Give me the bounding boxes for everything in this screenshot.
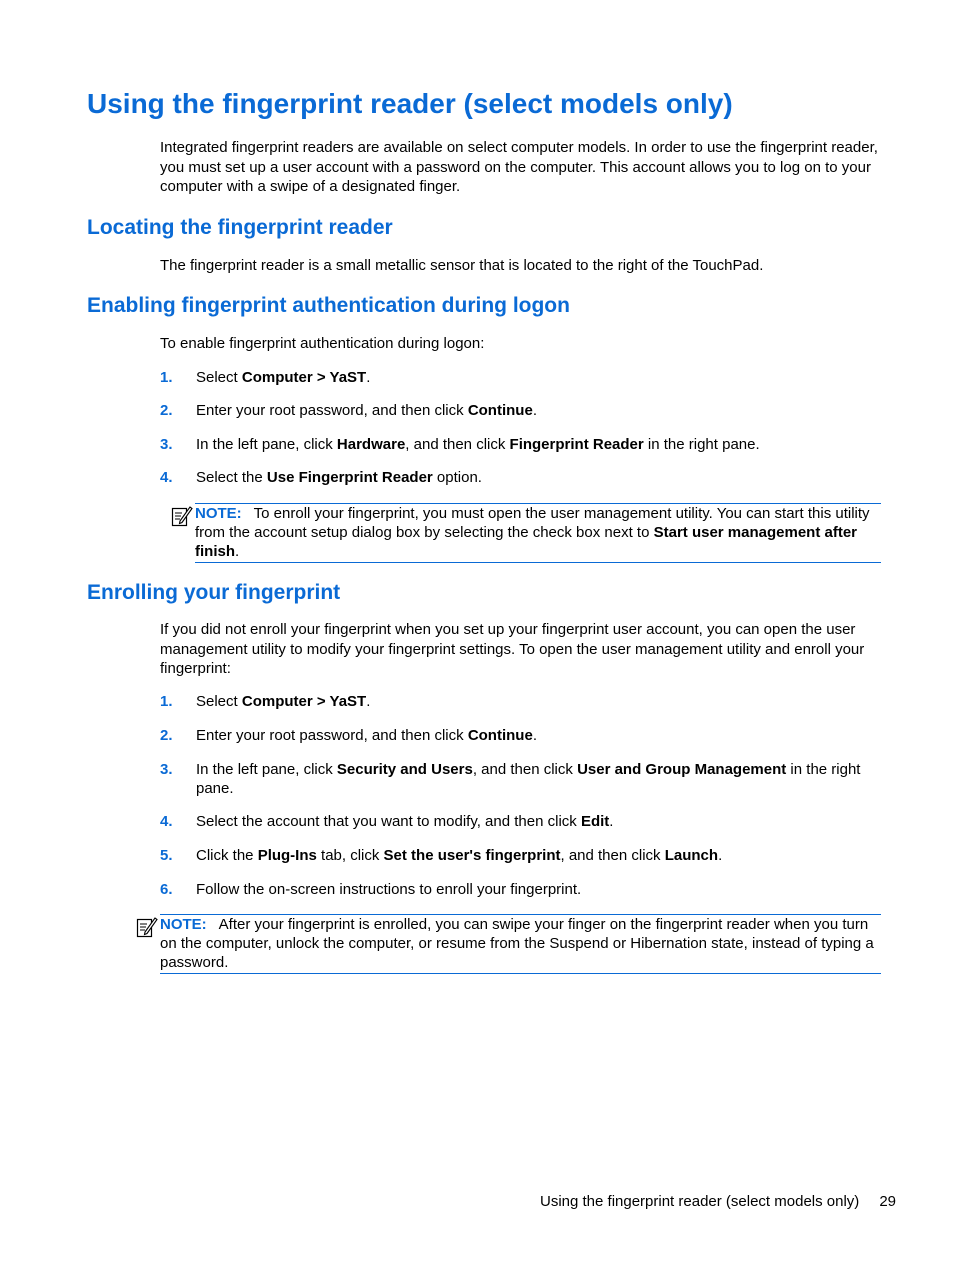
page-title: Using the fingerprint reader (select models only) bbox=[87, 88, 733, 119]
text-run: , and then click bbox=[472, 761, 578, 778]
text-run: . bbox=[532, 727, 537, 744]
note-icon bbox=[136, 916, 158, 938]
step-text bbox=[196, 760, 880, 798]
text-run: To enroll your fingerprint, you must open the user management utility. You can start this utility from the account setup dialog box by selecting the check box next to bbox=[195, 505, 870, 541]
step-number: 4. bbox=[160, 813, 173, 830]
text-run: Select bbox=[196, 369, 242, 386]
step-number: 2. bbox=[160, 727, 173, 744]
enrolling-lead: If you did not enroll your fingerprint when you set up your fingerprint user account, you can open the user management utility to modify your fingerprint settings. To open the user management utility and enroll your fingerprint: bbox=[160, 621, 865, 677]
ui-term: Continue bbox=[467, 402, 533, 419]
text-run: , and then click bbox=[405, 436, 510, 453]
step-text bbox=[196, 880, 880, 899]
step-number: 1. bbox=[160, 369, 173, 386]
ui-term: Use Fingerprint Reader bbox=[266, 469, 433, 486]
step-number: 4. bbox=[160, 469, 173, 486]
enabling-lead: To enable fingerprint authentication during logon: bbox=[160, 335, 485, 352]
ui-term: Continue bbox=[467, 727, 533, 744]
ui-term: Launch bbox=[664, 847, 719, 864]
step-number: 2. bbox=[160, 402, 173, 419]
text-run: . bbox=[609, 813, 614, 830]
step-text bbox=[196, 368, 880, 387]
page-number: 29 bbox=[879, 1193, 896, 1210]
text-run: option. bbox=[432, 469, 482, 486]
text-run: . bbox=[366, 693, 371, 710]
step-text bbox=[196, 468, 880, 487]
text-run: in the right pane. bbox=[196, 761, 861, 797]
intro-paragraph: Integrated fingerprint readers are available on select computer models. In order to use the fingerprint reader, you must set up a user account with a password on the computer. This account allows you to log on to your computer with a swipe of a designated finger. bbox=[160, 139, 878, 195]
text-run: Enter your root password, and then click bbox=[196, 727, 468, 744]
step-number: 3. bbox=[160, 436, 173, 453]
ui-term: Set the user's fingerprint bbox=[383, 847, 561, 864]
heading-enabling: Enabling fingerprint authentication during logon bbox=[87, 294, 570, 317]
step-number: 5. bbox=[160, 847, 173, 864]
text-run: In the left pane, click bbox=[196, 761, 337, 778]
text-run: Select the bbox=[196, 469, 267, 486]
note-box-enrolling bbox=[160, 914, 881, 974]
text-run: Select the account that you want to modify, and then click bbox=[196, 813, 581, 830]
ui-term: Fingerprint Reader bbox=[509, 436, 644, 453]
note-text bbox=[160, 916, 874, 971]
step-number: 1. bbox=[160, 693, 173, 710]
step-text bbox=[196, 692, 880, 711]
text-run: . bbox=[532, 402, 537, 419]
step-number: 6. bbox=[160, 881, 173, 898]
step-text bbox=[196, 401, 880, 420]
footer-title: Using the fingerprint reader (select models only) bbox=[539, 1193, 860, 1210]
step-text bbox=[196, 812, 880, 831]
step-number: 3. bbox=[160, 761, 173, 778]
text-run: In the left pane, click bbox=[196, 436, 337, 453]
text-run: Select bbox=[196, 693, 242, 710]
ui-term: Computer > YaST bbox=[241, 693, 367, 710]
text-run: tab, click bbox=[316, 847, 384, 864]
ui-term: Start user management after finish bbox=[195, 524, 858, 560]
text-run: . bbox=[366, 369, 371, 386]
ui-term: Hardware bbox=[336, 436, 406, 453]
text-run: Enter your root password, and then click bbox=[196, 402, 468, 419]
page-footer bbox=[540, 1192, 896, 1211]
text-run: After your fingerprint is enrolled, you can swipe your finger on the fingerprint reader when you turn on the computer, unlock the computer, or resume from the Suspend or Hibernation state, instead of typing a password. bbox=[160, 916, 874, 971]
note-text bbox=[195, 505, 870, 560]
heading-enrolling: Enrolling your fingerprint bbox=[87, 581, 341, 604]
text-run: . bbox=[235, 543, 240, 560]
step-text bbox=[196, 435, 880, 454]
note-box-enabling bbox=[195, 503, 881, 563]
text-run: , and then click bbox=[560, 847, 665, 864]
heading-locating: Locating the fingerprint reader bbox=[87, 216, 393, 239]
ui-term: Plug-Ins bbox=[257, 847, 317, 864]
ui-term: User and Group Management bbox=[577, 761, 787, 778]
step-text bbox=[196, 846, 880, 865]
note-label: NOTE: bbox=[160, 916, 207, 933]
locating-paragraph: The fingerprint reader is a small metallic sensor that is located to the right of the TouchPad. bbox=[160, 257, 764, 274]
ui-term: Security and Users bbox=[336, 761, 473, 778]
note-icon bbox=[171, 505, 193, 527]
text-run: in the right pane. bbox=[643, 436, 760, 453]
ui-term: Computer > YaST bbox=[241, 369, 367, 386]
step-text bbox=[196, 726, 880, 745]
note-label: NOTE: bbox=[195, 505, 242, 522]
ui-term: Edit bbox=[580, 813, 610, 830]
text-run: Click the bbox=[196, 847, 258, 864]
text-run: . bbox=[718, 847, 723, 864]
text-run: Follow the on-screen instructions to enroll your fingerprint. bbox=[196, 881, 582, 898]
